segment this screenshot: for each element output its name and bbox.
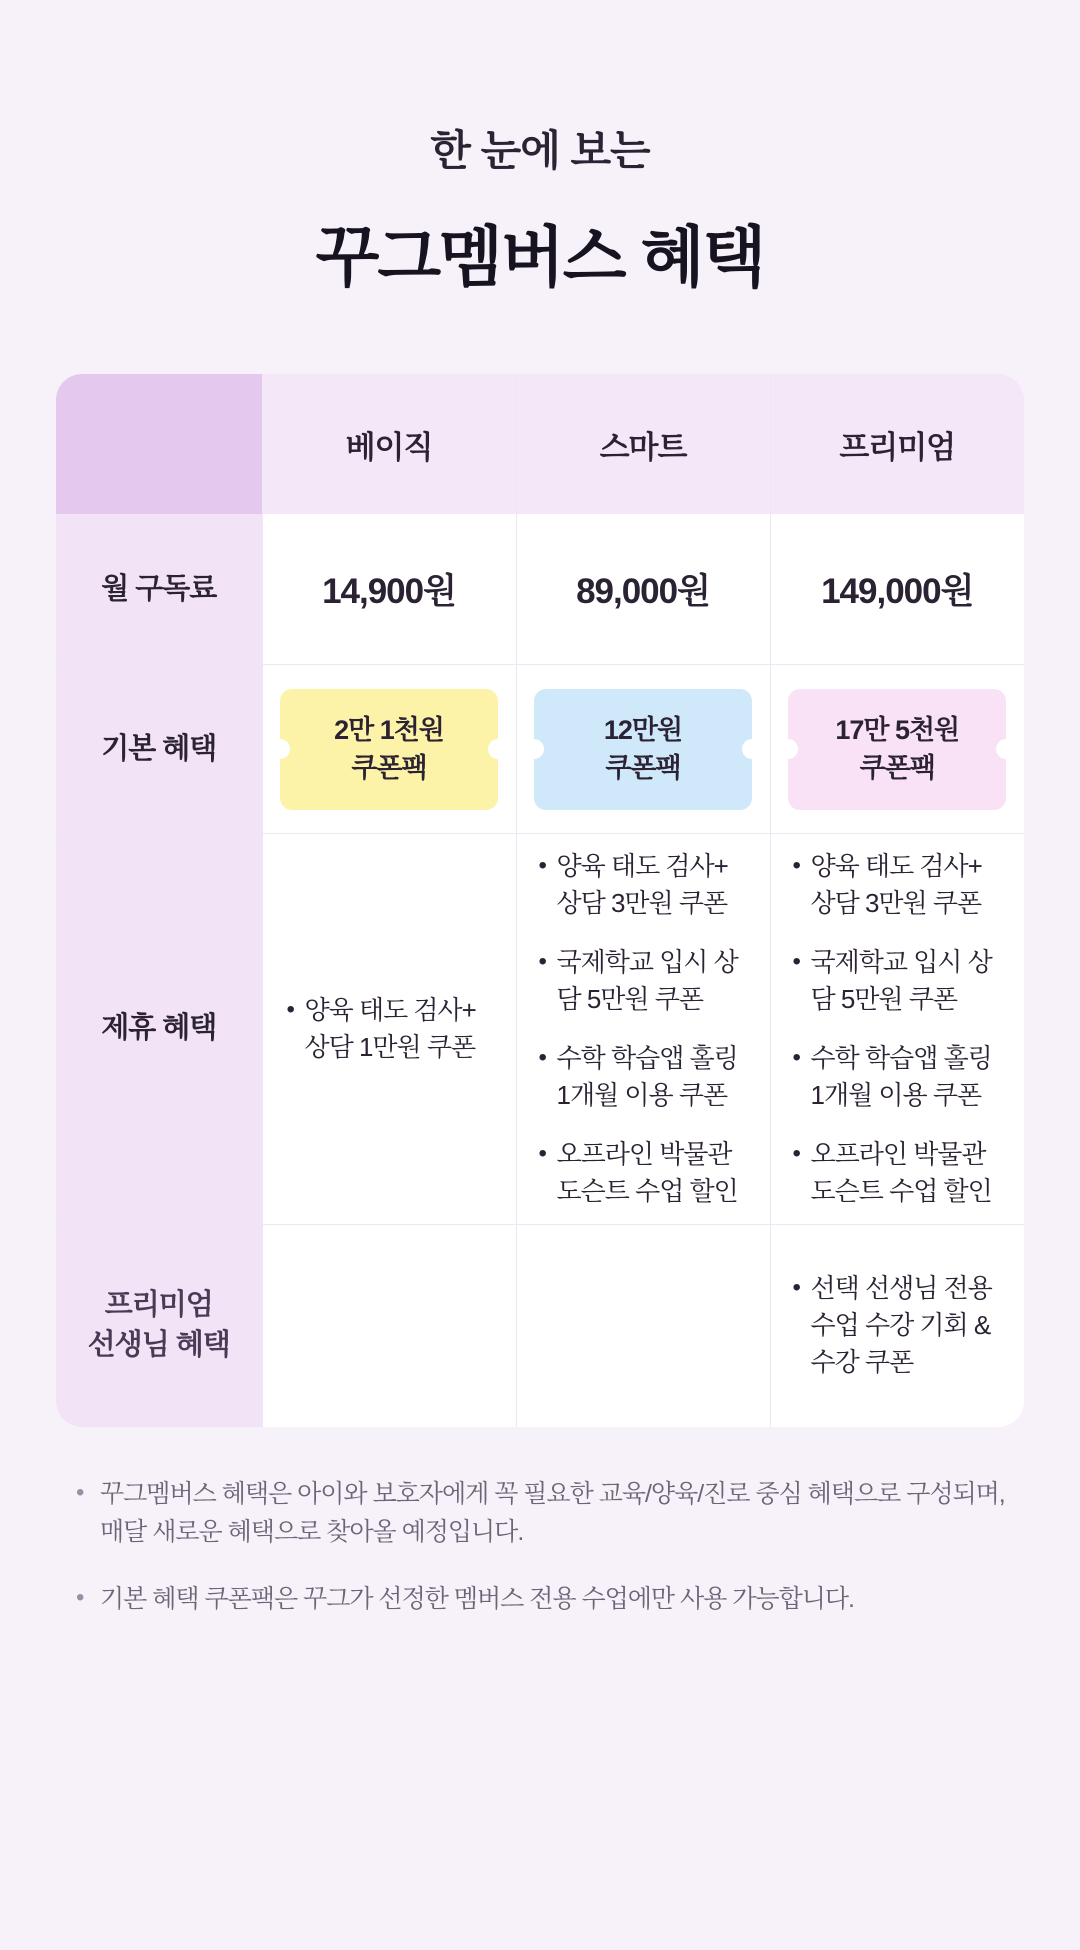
list-item: • 선택 선생님 전용 수업 수강 기회 & 수강 쿠폰	[791, 1270, 1005, 1381]
monthly-fee-basic: 14,900원	[262, 514, 516, 665]
list-item: • 국제학교 입시 상담 5만원 쿠폰	[791, 944, 1005, 1018]
list-item: • 오프라인 박물관 도슨트 수업 할인	[791, 1136, 1005, 1210]
table-body	[56, 514, 1024, 1426]
basic-benefit-premium	[770, 665, 1024, 834]
row-label-basic-benefit: 기본 혜택	[56, 665, 262, 834]
partner-benefit-premium	[770, 834, 1024, 1224]
coupon-type: 쿠폰팩	[605, 753, 681, 784]
page-header	[56, 0, 1024, 296]
row-label-monthly-fee: 월 구독료	[56, 514, 262, 665]
coupon-type: 쿠폰팩	[859, 753, 935, 784]
list-item: • 국제학교 입시 상담 5만원 쿠폰	[537, 944, 750, 1018]
page-subtitle: 한 눈에 보는	[430, 127, 650, 174]
footnote-item: • 기본 혜택 쿠폰팩은 꾸그가 선정한 멤버스 전용 수업에만 사용 가능합니다.	[70, 1580, 1006, 1619]
coupon-ticket-smart	[534, 689, 752, 810]
partner-benefit-basic	[262, 834, 516, 1224]
coupon-amount: 12만원	[603, 714, 683, 745]
table-header-row	[56, 374, 1024, 514]
footnote-item: • 꾸그멤버스 혜택은 아이와 보호자에게 꼭 필요한 교육/양육/진로 중심 혜택으로 구성되며, 매달 새로운 혜택으로 찾아올 예정입니다.	[70, 1475, 1006, 1553]
column-header-premium: 프리미엄	[770, 374, 1024, 514]
coupon-amount: 2만 1천원	[334, 714, 444, 745]
coupon-ticket-premium	[788, 689, 1006, 810]
coupon-type: 쿠폰팩	[351, 753, 427, 784]
benefit-list	[771, 1256, 1025, 1395]
benefit-list	[517, 834, 770, 1223]
list-item: • 수학 학습앱 홀링 1개월 이용 쿠폰	[791, 1040, 1005, 1114]
basic-benefit-smart	[516, 665, 770, 834]
premium-teacher-benefit-premium	[770, 1224, 1024, 1427]
row-label-partner-benefit: 제휴 혜택	[56, 834, 262, 1224]
row-label-line-2: 선생님 혜택	[87, 1328, 230, 1361]
footnotes	[56, 1475, 1024, 1619]
list-item: • 양육 태도 검사+ 상담 3만원 쿠폰	[791, 848, 1005, 922]
benefit-list	[263, 992, 516, 1066]
coupon-amount: 17만 5천원	[835, 714, 960, 745]
column-header-basic: 베이직	[262, 374, 516, 514]
premium-teacher-benefit-smart	[516, 1224, 770, 1427]
basic-benefit-basic	[262, 665, 516, 834]
row-label-premium-teacher-benefit	[56, 1224, 262, 1427]
monthly-fee-premium: 149,000원	[770, 514, 1024, 665]
list-item: • 오프라인 박물관 도슨트 수업 할인	[537, 1136, 750, 1210]
table-row	[56, 1224, 1024, 1427]
coupon-ticket-basic	[280, 689, 498, 810]
partner-benefit-smart	[516, 834, 770, 1224]
list-item: • 양육 태도 검사+ 상담 1만원 쿠폰	[285, 992, 494, 1066]
table-corner-cell	[56, 374, 262, 514]
page-title: 꾸그멤버스 혜택	[315, 220, 765, 295]
table-header-row-group	[56, 374, 1024, 514]
table-row	[56, 834, 1024, 1224]
benefits-table	[56, 374, 1024, 1426]
benefits-table-container	[56, 374, 1024, 1426]
premium-teacher-benefit-basic	[262, 1224, 516, 1427]
row-label-line-1: 프리미엄	[104, 1289, 213, 1322]
list-item: • 양육 태도 검사+ 상담 3만원 쿠폰	[537, 848, 750, 922]
benefit-list	[771, 834, 1025, 1223]
monthly-fee-smart: 89,000원	[516, 514, 770, 665]
table-row	[56, 514, 1024, 665]
column-header-smart: 스마트	[516, 374, 770, 514]
list-item: • 수학 학습앱 홀링 1개월 이용 쿠폰	[537, 1040, 750, 1114]
table-row	[56, 665, 1024, 834]
